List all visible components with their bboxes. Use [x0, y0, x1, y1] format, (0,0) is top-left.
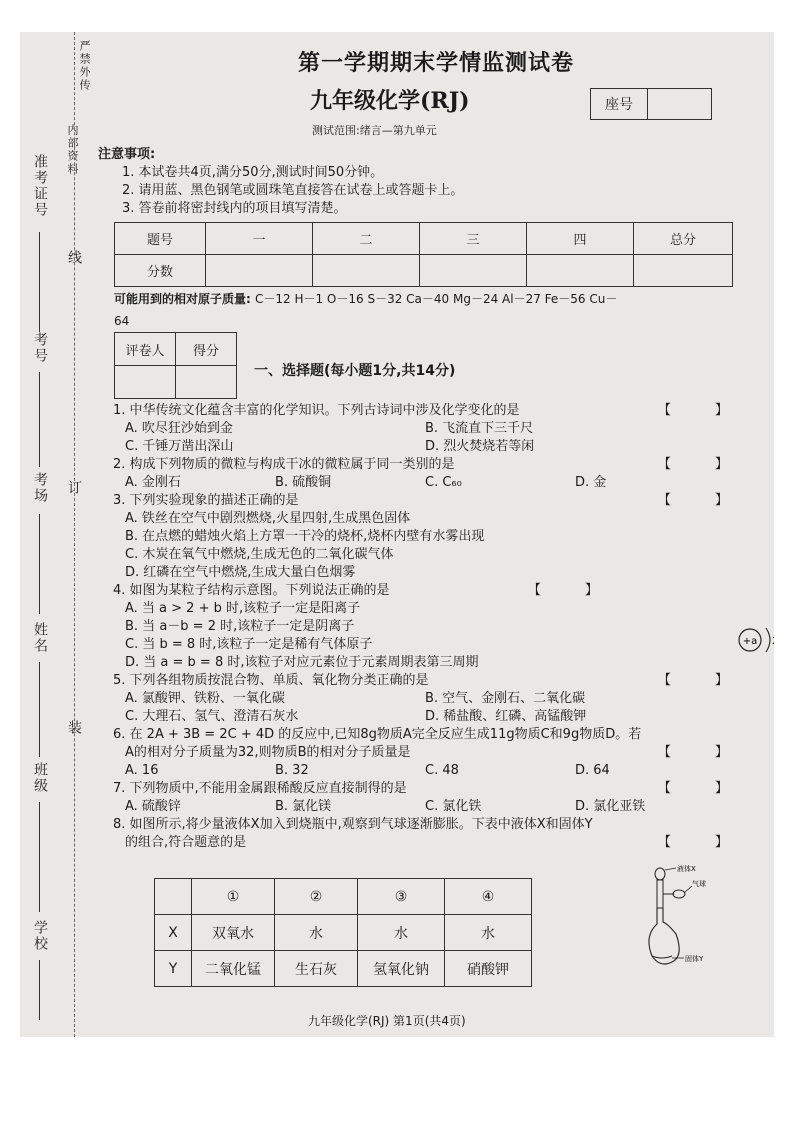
option: A. 金刚石	[125, 475, 181, 490]
seat-field[interactable]	[648, 89, 711, 119]
option: D. 氯化亚铁	[575, 799, 646, 814]
option: A. 16	[125, 763, 159, 778]
xy-cell: 双氧水	[192, 915, 275, 951]
question-stem: 7. 下列物质中,不能用金属跟稀酸反应直接制得的是	[113, 781, 407, 796]
score-cell[interactable]	[634, 255, 733, 287]
particle-structure-diagram	[738, 614, 788, 664]
venue-field[interactable]	[39, 514, 40, 614]
xy-header	[155, 879, 192, 915]
question-stem: 8. 如图所示,将少量液体X加入到烧瓶中,观察到气球逐渐膨胀。下表中液体X和固体Y	[113, 817, 593, 832]
option: C. 木炭在氧气中燃烧,生成无色的二氧化碳气体	[125, 547, 394, 562]
option: C. 当 b = 8 时,该粒子一定是稀有气体原子	[125, 637, 373, 652]
answer-bracket[interactable]: 【 】	[657, 493, 748, 508]
option: D. 红磷在空气中燃烧,生成大量白色烟雾	[125, 565, 356, 580]
score-header: 二	[313, 223, 420, 255]
atomic-masses	[114, 288, 738, 332]
label-solid-y: 固体Y	[685, 955, 704, 963]
question-stem: 1. 中华传统文化蕴含丰富的化学知识。下列古诗词中涉及化学变化的是	[113, 403, 520, 418]
atomic-masses-label: 可能用到的相对原子质量:	[114, 292, 251, 306]
question-stem: 6. 在 2A + 3B = 2C + 4D 的反应中,已知8g物质A完全反应生成11g物质C和9g物质D。若	[113, 727, 642, 742]
score-header: 三	[420, 223, 527, 255]
reviewer-cell[interactable]	[115, 366, 176, 399]
notes	[98, 146, 464, 218]
reviewer-score-label: 得分	[176, 333, 237, 366]
question-5	[113, 672, 748, 726]
exam-no-label: 准考证号	[32, 154, 48, 218]
page-title: 第一学期期末学情监测试卷	[298, 51, 575, 76]
class-field[interactable]	[39, 802, 40, 912]
xy-table	[154, 878, 532, 987]
score-table	[114, 222, 733, 287]
question-4	[113, 582, 748, 672]
xy-cell: 水	[445, 915, 532, 951]
option: A. 吹尽狂沙始到金	[125, 421, 233, 436]
option: D. 稀盐酸、红磷、高锰酸钾	[425, 709, 587, 724]
school-label: 学校	[32, 920, 48, 952]
note-item: 2. 请用蓝、黑色钢笔或圆珠笔直接答在试卷上或答题卡上。	[122, 183, 464, 198]
room-label: 考号	[32, 332, 48, 364]
atomic-masses-cont: 64	[114, 314, 130, 328]
question-3	[113, 492, 748, 582]
score-cell[interactable]	[206, 255, 313, 287]
option: C. 大理石、氢气、澄清石灰水	[125, 709, 299, 724]
class-label: 班级	[32, 762, 48, 794]
score-row-label: 分数	[115, 255, 206, 287]
answer-bracket[interactable]: 【 】	[657, 835, 748, 850]
option: B. 在点燃的蜡烛火焰上方罩一干冷的烧杯,烧杯内壁有水雾出现	[125, 529, 485, 544]
seal-line	[74, 32, 75, 1037]
question-stem-cont: A的相对分子质量为32,则物质B的相对分子质量是	[125, 745, 411, 760]
venue-label: 考场	[32, 472, 48, 504]
test-scope: 测试范围:绪言—第九单元	[312, 124, 437, 137]
label-balloon: 气球	[692, 880, 706, 888]
top-note: 严禁外传	[78, 40, 91, 92]
binding-strip	[20, 32, 95, 1037]
question-7	[113, 780, 748, 816]
flask-apparatus-diagram	[646, 864, 721, 974]
option: D. 金	[575, 475, 607, 490]
score-header: 总分	[634, 223, 733, 255]
answer-bracket[interactable]: 【 】	[657, 745, 748, 760]
xy-header: ①	[192, 879, 275, 915]
main-content	[98, 32, 788, 1037]
exam-no-field[interactable]	[39, 232, 40, 332]
option: B. 飞流直下三千尺	[425, 421, 534, 436]
answer-bracket[interactable]: 【 】	[527, 583, 618, 598]
option: B. 32	[275, 763, 309, 778]
label-liquid-x: 液体X	[677, 865, 696, 873]
name-label: 姓名	[32, 622, 48, 654]
xy-cell: 水	[275, 915, 358, 951]
note-item: 3. 答卷前将密封线内的项目填写清楚。	[122, 201, 347, 216]
option: C. 氯化铁	[425, 799, 482, 814]
question-1	[113, 402, 748, 456]
section-title: 一、选择题(每小题1分,共14分)	[254, 363, 456, 379]
xy-cell: 水	[358, 915, 445, 951]
option: A. 硫酸锌	[125, 799, 181, 814]
answer-bracket[interactable]: 【 】	[657, 457, 748, 472]
xy-header: ③	[358, 879, 445, 915]
xy-row-label: X	[155, 915, 192, 951]
option: B. 氯化镁	[275, 799, 332, 814]
xy-header: ②	[275, 879, 358, 915]
page-footer: 九年级化学(RJ) 第1页(共4页)	[308, 1014, 466, 1028]
notes-heading: 注意事项:	[98, 147, 156, 162]
seat-label: 座号	[591, 89, 648, 119]
option: D. 烈火焚烧若等闲	[425, 439, 535, 454]
score-cell[interactable]	[420, 255, 527, 287]
xy-cell: 生石灰	[275, 951, 358, 987]
electron-label: 2 b	[772, 636, 788, 647]
answer-bracket[interactable]: 【 】	[657, 673, 748, 688]
ding-char: 订	[66, 480, 82, 496]
xy-row-label: Y	[155, 951, 192, 987]
score-header: 四	[527, 223, 634, 255]
option: D. 当 a = b = 8 时,该粒子对应元素位于元素周期表第三周期	[125, 655, 479, 670]
question-8	[113, 816, 748, 852]
score-header: 题号	[115, 223, 206, 255]
question-stem: 4. 如图为某粒子结构示意图。下列说法正确的是	[113, 583, 390, 598]
nucleus-label: +a	[742, 636, 758, 647]
option: A. 铁丝在空气中剧烈燃烧,火星四射,生成黑色固体	[125, 511, 411, 526]
room-field[interactable]	[39, 372, 40, 467]
option: C. C₆₀	[425, 475, 462, 490]
xy-cell: 氢氧化钠	[358, 951, 445, 987]
line-char: 线	[66, 250, 82, 266]
question-6	[113, 726, 748, 780]
score-cell[interactable]	[527, 255, 634, 287]
question-stem: 3. 下列实验现象的描述正确的是	[113, 493, 299, 508]
questions	[113, 402, 748, 852]
option: B. 当 a－b = 2 时,该粒子一定是阴离子	[125, 619, 355, 634]
answer-bracket[interactable]: 【 】	[657, 781, 748, 796]
reviewer-table	[114, 332, 237, 399]
note-item: 1. 本试卷共4页,满分50分,测试时间50分钟。	[122, 165, 384, 180]
question-stem: 5. 下列各组物质按混合物、单质、氧化物分类正确的是	[113, 673, 429, 688]
question-stem: 2. 构成下列物质的微粒与构成干冰的微粒属于同一类别的是	[113, 457, 455, 472]
name-field[interactable]	[39, 662, 40, 757]
option: C. 48	[425, 763, 459, 778]
seat-box	[590, 88, 712, 120]
internal-note: 内部资料	[66, 124, 79, 176]
option: C. 千锤万凿出深山	[125, 439, 234, 454]
exam-paper	[20, 32, 788, 1037]
option: A. 氯酸钾、铁粉、一氧化碳	[125, 691, 285, 706]
zhuang-char: 装	[66, 720, 82, 736]
atomic-masses-values: C－12 H－1 O－16 S－32 Ca－40 Mg－24 Al－27 Fe－56 Cu－	[255, 292, 618, 306]
xy-cell: 硝酸钾	[445, 951, 532, 987]
answer-bracket[interactable]: 【 】	[657, 403, 748, 418]
question-2	[113, 456, 748, 492]
question-stem-cont: 的组合,符合题意的是	[125, 835, 247, 850]
option: B. 硫酸铜	[275, 475, 332, 490]
option: B. 空气、金刚石、二氧化碳	[425, 691, 586, 706]
page-subtitle: 九年级化学(RJ)	[310, 88, 470, 114]
option: A. 当 a > 2 + b 时,该粒子一定是阳离子	[125, 601, 361, 616]
score-cell[interactable]	[313, 255, 420, 287]
xy-cell: 二氧化锰	[192, 951, 275, 987]
score-header: 一	[206, 223, 313, 255]
reviewer-label: 评卷人	[115, 333, 176, 366]
school-field[interactable]	[39, 960, 40, 1020]
reviewer-score-cell[interactable]	[176, 366, 237, 399]
option: D. 64	[575, 763, 610, 778]
xy-header: ④	[445, 879, 532, 915]
